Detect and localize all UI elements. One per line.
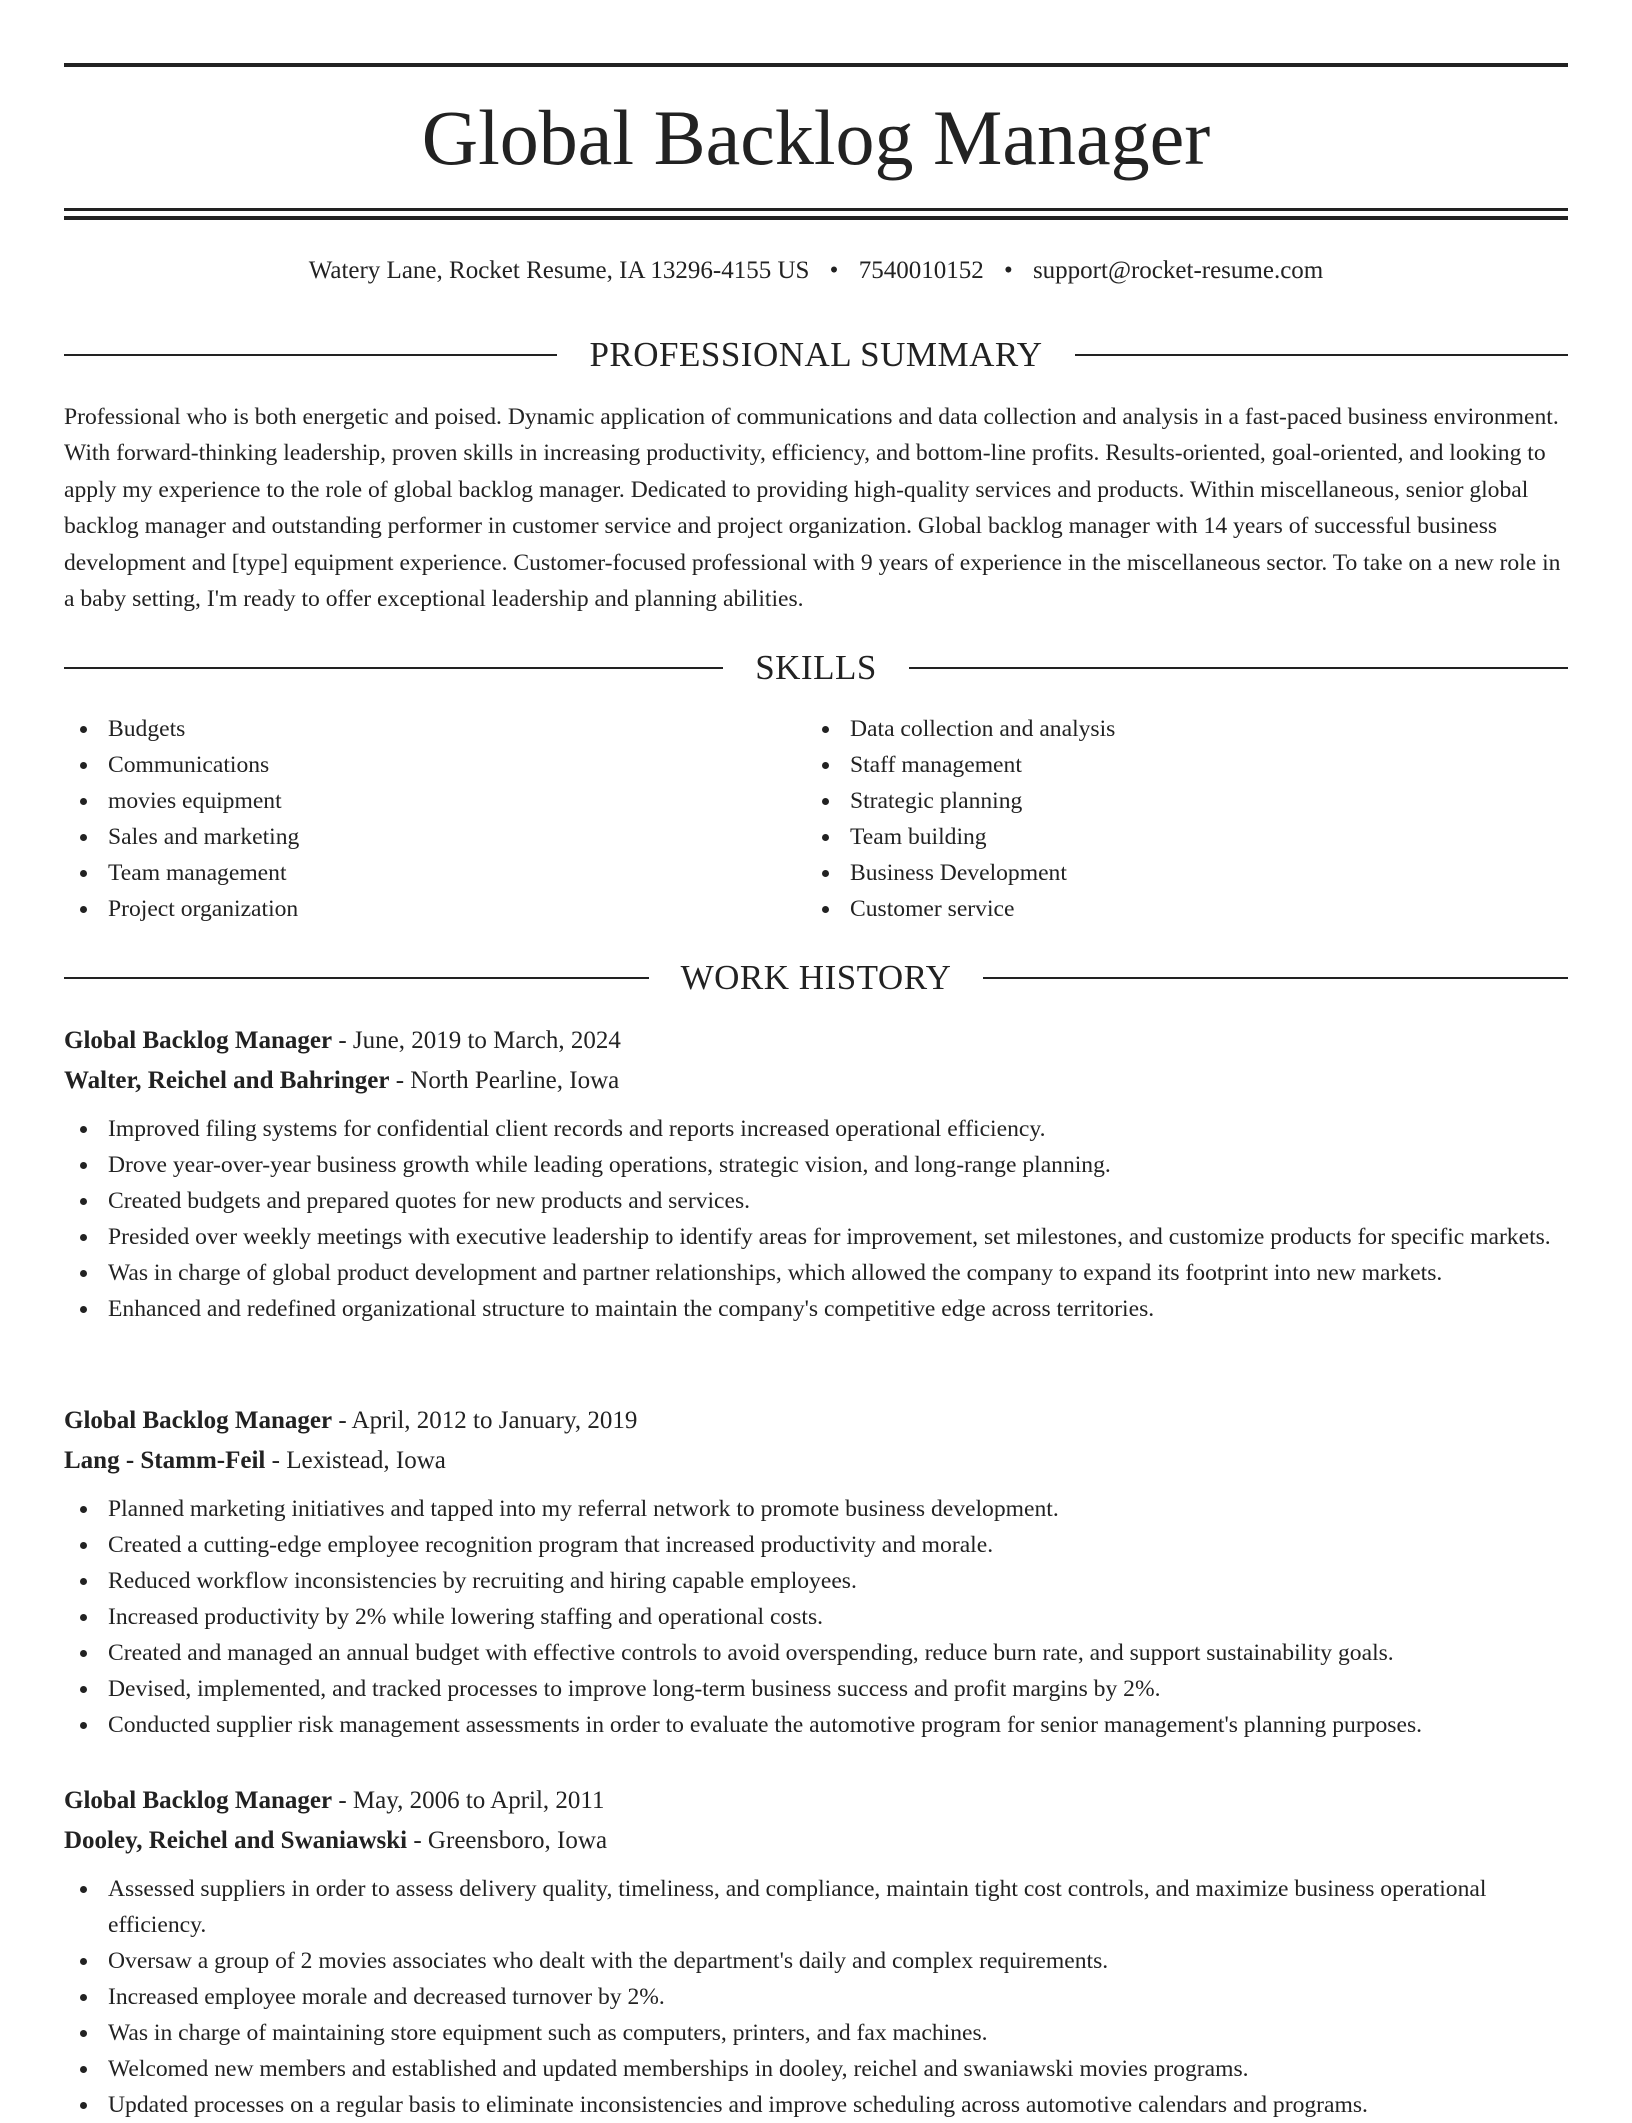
job-bullets: [64, 1491, 1568, 1743]
job-dates: - April, 2012 to January, 2019: [332, 1407, 638, 1434]
contact-email: support@rocket-resume.com: [1032, 257, 1324, 284]
job-bullet: Created a cutting-edge employee recognition program that increased productivity and morale.: [64, 1527, 1568, 1563]
job-company-line: [64, 1441, 1568, 1481]
header-top-rule: [64, 63, 1568, 67]
job-bullet: Updated processes on a regular basis to eliminate inconsistencies and improve scheduling across automotive calendars and programs.: [64, 2087, 1568, 2123]
skill-item: Team building: [806, 819, 1548, 855]
job-title: Global Backlog Manager: [64, 1027, 333, 1054]
job-title-line: [64, 1781, 1568, 1821]
divider-line: [909, 667, 1568, 669]
job-bullet: Created budgets and prepared quotes for new products and services.: [64, 1183, 1568, 1219]
contact-address: Watery Lane, Rocket Resume, IA 13296-4155 US: [308, 257, 810, 284]
job-bullets: [64, 1871, 1568, 2123]
section-title: WORK HISTORY: [680, 958, 952, 997]
job-bullet: Welcomed new members and established and updated memberships in dooley, reichel and swaniawski movies programs.: [64, 2051, 1568, 2087]
divider-line: [983, 977, 1568, 979]
skill-item: Budgets: [64, 711, 806, 747]
resume-name: Global Backlog Manager: [421, 94, 1211, 181]
skill-item: Business Development: [806, 855, 1548, 891]
job-title: Global Backlog Manager: [64, 1407, 333, 1434]
job-title-line: [64, 1401, 1568, 1441]
header-bottom-rule-thick: [64, 216, 1568, 220]
contact-separator: •: [1003, 257, 1013, 284]
job-title-line: [64, 1021, 1568, 1061]
job-bullet: Increased employee morale and decreased turnover by 2%.: [64, 1979, 1568, 2015]
skill-item: Communications: [64, 747, 806, 783]
summary-heading: [64, 333, 1568, 377]
job-company-line: [64, 1821, 1568, 1861]
job-bullet: Enhanced and redefined organizational structure to maintain the company's competitive edge across territories.: [64, 1291, 1568, 1327]
divider-line: [64, 667, 723, 669]
job-title: Global Backlog Manager: [64, 1787, 333, 1814]
skills-list: [64, 711, 1568, 927]
job-dates: - June, 2019 to March, 2024: [332, 1027, 621, 1054]
job-bullet: Assessed suppliers in order to assess delivery quality, timeliness, and compliance, maintain tight cost controls, and maximize business operational efficiency.: [64, 1871, 1568, 1943]
job-bullet: Oversaw a group of 2 movies associates who dealt with the department's daily and complex requirements.: [64, 1943, 1568, 1979]
divider-line: [1075, 354, 1568, 356]
job-bullets: [64, 1111, 1568, 1327]
job-bullet: Was in charge of global product development and partner relationships, which allowed the company to expand its footprint into new markets.: [64, 1255, 1568, 1291]
job-location: - North Pearline, Iowa: [389, 1067, 620, 1094]
job-entry: [64, 1021, 1568, 1327]
divider-line: [64, 354, 557, 356]
skills-column-left: [64, 711, 806, 927]
job-bullet: Planned marketing initiatives and tapped into my referral network to promote business development.: [64, 1491, 1568, 1527]
skill-item: movies equipment: [64, 783, 806, 819]
job-entry: [64, 1781, 1568, 2123]
work-history-heading: [64, 956, 1568, 1000]
skill-item: Staff management: [806, 747, 1548, 783]
skills-heading: [64, 646, 1568, 690]
job-bullet: Increased productivity by 2% while lowering staffing and operational costs.: [64, 1599, 1568, 1635]
skill-item: Team management: [64, 855, 806, 891]
job-bullet: Presided over weekly meetings with executive leadership to identify areas for improvement, set milestones, and customize products for specific markets.: [64, 1219, 1568, 1255]
job-company: Dooley, Reichel and Swaniawski: [64, 1827, 408, 1854]
job-bullet: Devised, implemented, and tracked processes to improve long-term business success and profit margins by 2%.: [64, 1671, 1568, 1707]
job-bullet: Improved filing systems for confidential client records and reports increased operational efficiency.: [64, 1111, 1568, 1147]
divider-line: [64, 977, 649, 979]
skill-item: Data collection and analysis: [806, 711, 1548, 747]
job-bullet: Was in charge of maintaining store equipment such as computers, printers, and fax machines.: [64, 2015, 1568, 2051]
job-location: - Greensboro, Iowa: [407, 1827, 608, 1854]
header-bottom-rule: [64, 208, 1568, 211]
section-title: PROFESSIONAL SUMMARY: [589, 335, 1043, 374]
job-company: Lang - Stamm-Feil: [64, 1447, 266, 1474]
job-bullet: Drove year-over-year business growth while leading operations, strategic vision, and long-range planning.: [64, 1147, 1568, 1183]
section-title: SKILLS: [755, 648, 877, 687]
contact-phone: 7540010152: [858, 257, 984, 284]
skill-item: Sales and marketing: [64, 819, 806, 855]
job-bullet: Reduced workflow inconsistencies by recruiting and hiring capable employees.: [64, 1563, 1568, 1599]
job-company: Walter, Reichel and Bahringer: [64, 1067, 390, 1094]
job-entry: [64, 1401, 1568, 1743]
skills-column-right: [806, 711, 1548, 927]
contact-separator: •: [829, 257, 839, 284]
summary-text: Professional who is both energetic and poised. Dynamic application of communications and data collection and analysis in a fast-paced business environment. With forward-thinking leadership, proven skills in increasing productivity, efficiency, and bottom-line profits. Results-oriented, goal-oriented, and looking to apply my experience to the role of global backlog manager. Dedicated to providing high-quality services and products. Within miscellaneous, senior global backlog manager and outstanding performer in customer service and project organization. Global backlog manager with 14 years of successful business development and [type] equipment experience. Customer-focused professional with 9 years of experience in the miscellaneous sector. To take on a new role in a baby setting, I'm ready to offer exceptional leadership and planning abilities.: [64, 404, 1561, 613]
job-bullet: Conducted supplier risk management assessments in order to evaluate the automotive program for senior management's planning purposes.: [64, 1707, 1568, 1743]
skill-item: Strategic planning: [806, 783, 1548, 819]
contact-line: [64, 253, 1568, 289]
job-company-line: [64, 1061, 1568, 1101]
job-bullet: Created and managed an annual budget with effective controls to avoid overspending, reduce burn rate, and support sustainability goals.: [64, 1635, 1568, 1671]
job-dates: - May, 2006 to April, 2011: [332, 1787, 605, 1814]
skill-item: Project organization: [64, 891, 806, 927]
job-location: - Lexistead, Iowa: [265, 1447, 446, 1474]
skill-item: Customer service: [806, 891, 1548, 927]
